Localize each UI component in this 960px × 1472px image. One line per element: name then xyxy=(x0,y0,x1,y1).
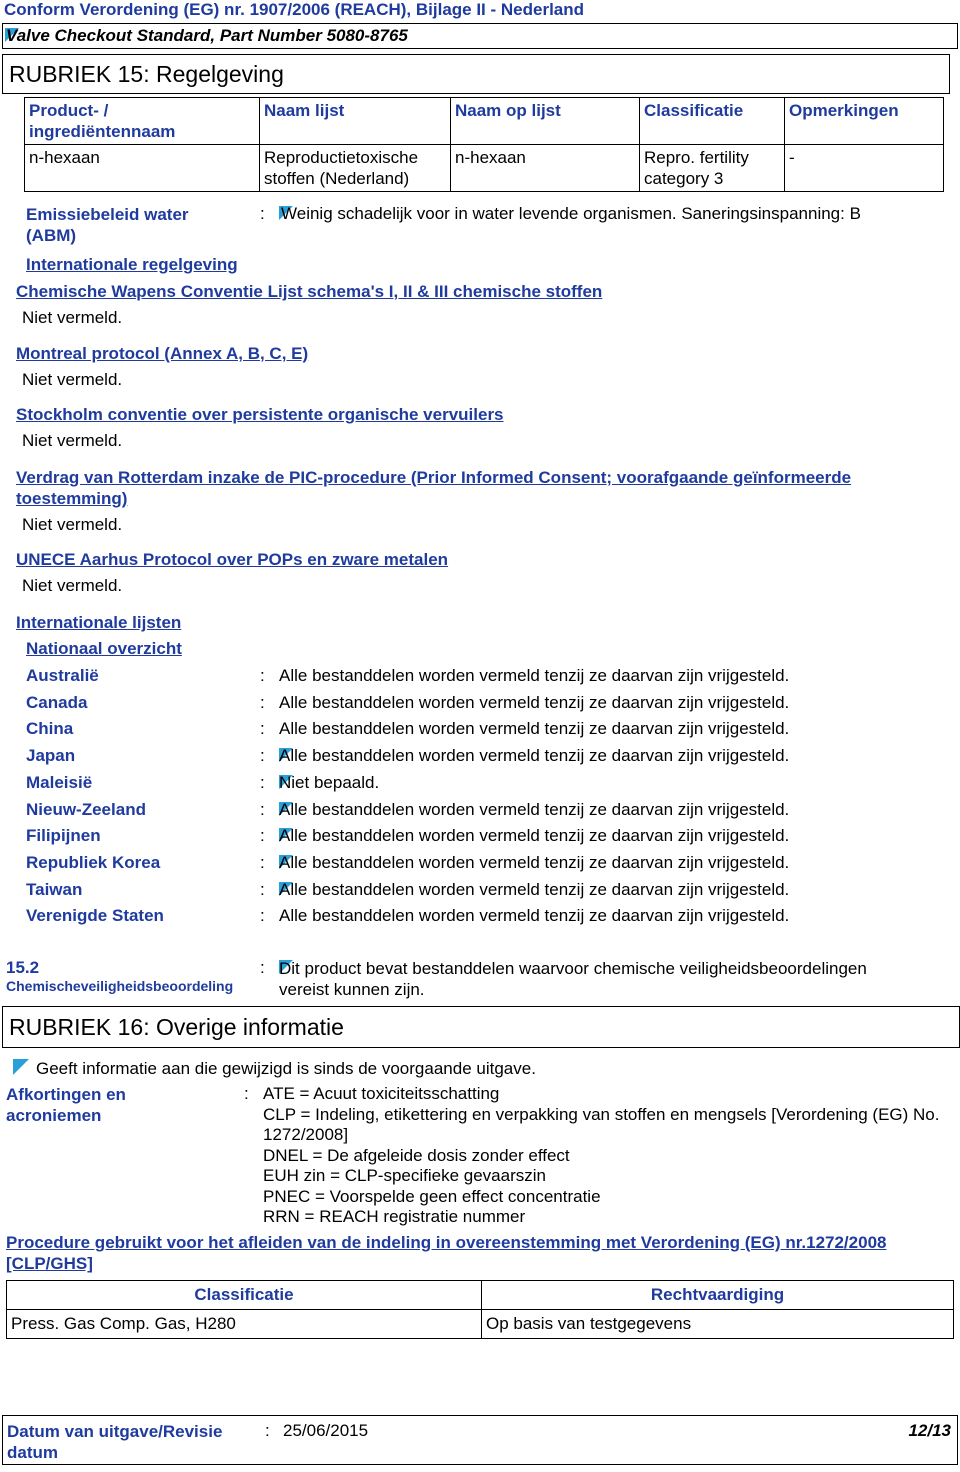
col-header-product: Product- / ingrediëntennaam xyxy=(25,98,260,145)
regulation-table xyxy=(24,97,944,192)
country-value: Alle bestanddelen worden vermeld tenzij ze daarvan zijn vrijgesteld. xyxy=(279,719,790,739)
colon: : xyxy=(265,1421,270,1440)
abbrev-item: PNEC = Voorspelde geen effect concentratie xyxy=(263,1186,601,1206)
colon: : xyxy=(260,692,265,712)
aarhus-value: Niet vermeld. xyxy=(22,576,123,595)
country-value: Alle bestanddelen worden vermeld tenzij ze daarvan zijn vrijgesteld. xyxy=(279,826,790,846)
table-cell: n-hexaan xyxy=(25,145,260,192)
colon: : xyxy=(244,1084,249,1103)
abbrev-label: Afkortingen en acroniemen xyxy=(6,1085,126,1125)
table-header-row xyxy=(7,1281,954,1310)
country-label: Canada xyxy=(26,692,88,712)
colon: : xyxy=(260,826,265,846)
abbrev-item: CLP = Indeling, etikettering en verpakking van stoffen en mengsels [Verordening (EG) No. 1272/2008] xyxy=(263,1104,940,1144)
national-overview-heading: Nationaal overzicht xyxy=(26,639,182,658)
colon: : xyxy=(260,906,265,926)
emission-label: Emissiebeleid water (ABM) xyxy=(26,205,189,245)
col-header-remarks: Opmerkingen xyxy=(785,98,944,145)
country-label: Filipijnen xyxy=(26,826,101,846)
cwc-value: Niet vermeld. xyxy=(22,308,123,327)
table-header-row xyxy=(25,98,944,145)
rotterdam-value: Niet vermeld. xyxy=(22,515,123,534)
colon: : xyxy=(260,746,265,766)
colon: : xyxy=(260,204,265,223)
col-header-name-on-list: Naam op lijst xyxy=(451,98,640,145)
country-label: Nieuw-Zeeland xyxy=(26,799,146,819)
product-title-bar xyxy=(2,23,958,49)
country-label: China xyxy=(26,719,74,739)
footer-date: 25/06/2015 xyxy=(283,1421,369,1440)
abbrev-item: ATE = Acuut toxiciteitsschatting xyxy=(263,1084,500,1103)
emission-value: Weinig schadelijk voor in water levende organismen. Saneringsinspanning: B xyxy=(281,204,861,223)
col-header-classification: Classificatie xyxy=(7,1281,482,1310)
abbrev-item: RRN = REACH registratie nummer xyxy=(263,1207,526,1226)
colon: : xyxy=(260,879,265,899)
country-label: Verenigde Staten xyxy=(26,906,164,926)
country-label: Taiwan xyxy=(26,879,83,899)
section-15-title: RUBRIEK 15: Regelgeving xyxy=(9,61,284,87)
col-header-list-name: Naam lijst xyxy=(260,98,451,145)
changed-flag-icon xyxy=(12,1059,30,1075)
country-value: Alle bestanddelen worden vermeld tenzij ze daarvan zijn vrijgesteld. xyxy=(279,666,790,685)
csa-value: Dit product bevat bestanddelen waarvoor chemische veiligheidsbeoordelingen vereist kunnen zijn. xyxy=(279,959,867,999)
stockholm-value: Niet vermeld. xyxy=(22,431,123,450)
country-value: Alle bestanddelen worden vermeld tenzij ze daarvan zijn vrijgesteld. xyxy=(279,692,790,712)
country-value: Alle bestanddelen worden vermeld tenzij ze daarvan zijn vrijgesteld. xyxy=(279,799,790,819)
section-16-title: RUBRIEK 16: Overige informatie xyxy=(9,1014,344,1040)
table-cell: Op basis van testgegevens xyxy=(482,1310,954,1339)
international-regulation-heading: Internationale regelgeving xyxy=(26,255,238,274)
page-number: 12/13 xyxy=(908,1421,951,1440)
col-header-classification: Classificatie xyxy=(640,98,785,145)
colon: : xyxy=(260,799,265,819)
table-cell: - xyxy=(785,145,944,192)
footer-date-label: Datum van uitgave/Revisie datum xyxy=(7,1422,223,1462)
country-value: Alle bestanddelen worden vermeld tenzij ze daarvan zijn vrijgesteld. xyxy=(279,852,790,872)
colon: : xyxy=(260,958,265,977)
international-lists-heading: Internationale lijsten xyxy=(16,613,182,632)
changes-note: Geeft informatie aan die gewijzigd is sinds de voorgaande uitgave. xyxy=(36,1059,536,1078)
colon: : xyxy=(260,719,265,739)
montreal-heading: Montreal protocol (Annex A, B, C, E) xyxy=(16,344,309,363)
country-label: Maleisië xyxy=(26,772,93,792)
document-header-title: Conform Verordening (EG) nr. 1907/2006 (REACH), Bijlage II - Nederland xyxy=(4,0,585,19)
csa-label: Chemischeveiligheidsbeoordeling xyxy=(6,978,234,994)
country-value: Alle bestanddelen worden vermeld tenzij ze daarvan zijn vrijgesteld. xyxy=(279,879,790,899)
colon: : xyxy=(260,852,265,872)
country-value: Alle bestanddelen worden vermeld tenzij ze daarvan zijn vrijgesteld. xyxy=(279,906,790,926)
table-cell: Repro. fertility category 3 xyxy=(640,145,785,192)
country-value: Alle bestanddelen worden vermeld tenzij ze daarvan zijn vrijgesteld. xyxy=(279,746,790,766)
colon: : xyxy=(260,772,265,792)
product-title: Valve Checkout Standard, Part Number 5080-8765 xyxy=(6,26,408,45)
table-cell: n-hexaan xyxy=(451,145,640,192)
abbrev-list xyxy=(263,1084,953,1228)
table-cell: Reproductietoxische stoffen (Nederland) xyxy=(260,145,451,192)
montreal-value: Niet vermeld. xyxy=(22,370,123,389)
abbrev-item: EUH zin = CLP-specifieke gevaarszin xyxy=(263,1166,546,1185)
procedure-heading: Procedure gebruikt voor het afleiden van de indeling in overeenstemming met Verordening (EG) nr.1272/2008 [CLP/GHS] xyxy=(6,1233,887,1273)
colon: : xyxy=(260,666,265,685)
footer xyxy=(2,1415,958,1465)
rotterdam-heading: Verdrag van Rotterdam inzake de PIC-procedure (Prior Informed Consent; voorafgaande geïnformeerde toestemming) xyxy=(16,468,852,508)
csa-number: 15.2 xyxy=(6,958,40,977)
table-row xyxy=(7,1310,954,1339)
section-15-bar xyxy=(2,54,950,94)
stockholm-heading: Stockholm conventie over persistente organische vervuilers xyxy=(16,405,504,424)
cwc-heading: Chemische Wapens Conventie Lijst schema's I, II & III chemische stoffen xyxy=(16,282,603,301)
section-16-bar xyxy=(2,1006,960,1048)
classification-table xyxy=(6,1280,954,1339)
table-row xyxy=(25,145,944,192)
country-label: Republiek Korea xyxy=(26,852,161,872)
aarhus-heading: UNECE Aarhus Protocol over POPs en zware metalen xyxy=(16,550,449,569)
country-label: Australië xyxy=(26,666,99,685)
col-header-justification: Rechtvaardiging xyxy=(482,1281,954,1310)
abbrev-item: DNEL = De afgeleide dosis zonder effect xyxy=(263,1145,570,1165)
table-cell: Press. Gas Comp. Gas, H280 xyxy=(7,1310,482,1339)
country-value: Niet bepaald. xyxy=(279,772,380,792)
country-label: Japan xyxy=(26,746,76,766)
